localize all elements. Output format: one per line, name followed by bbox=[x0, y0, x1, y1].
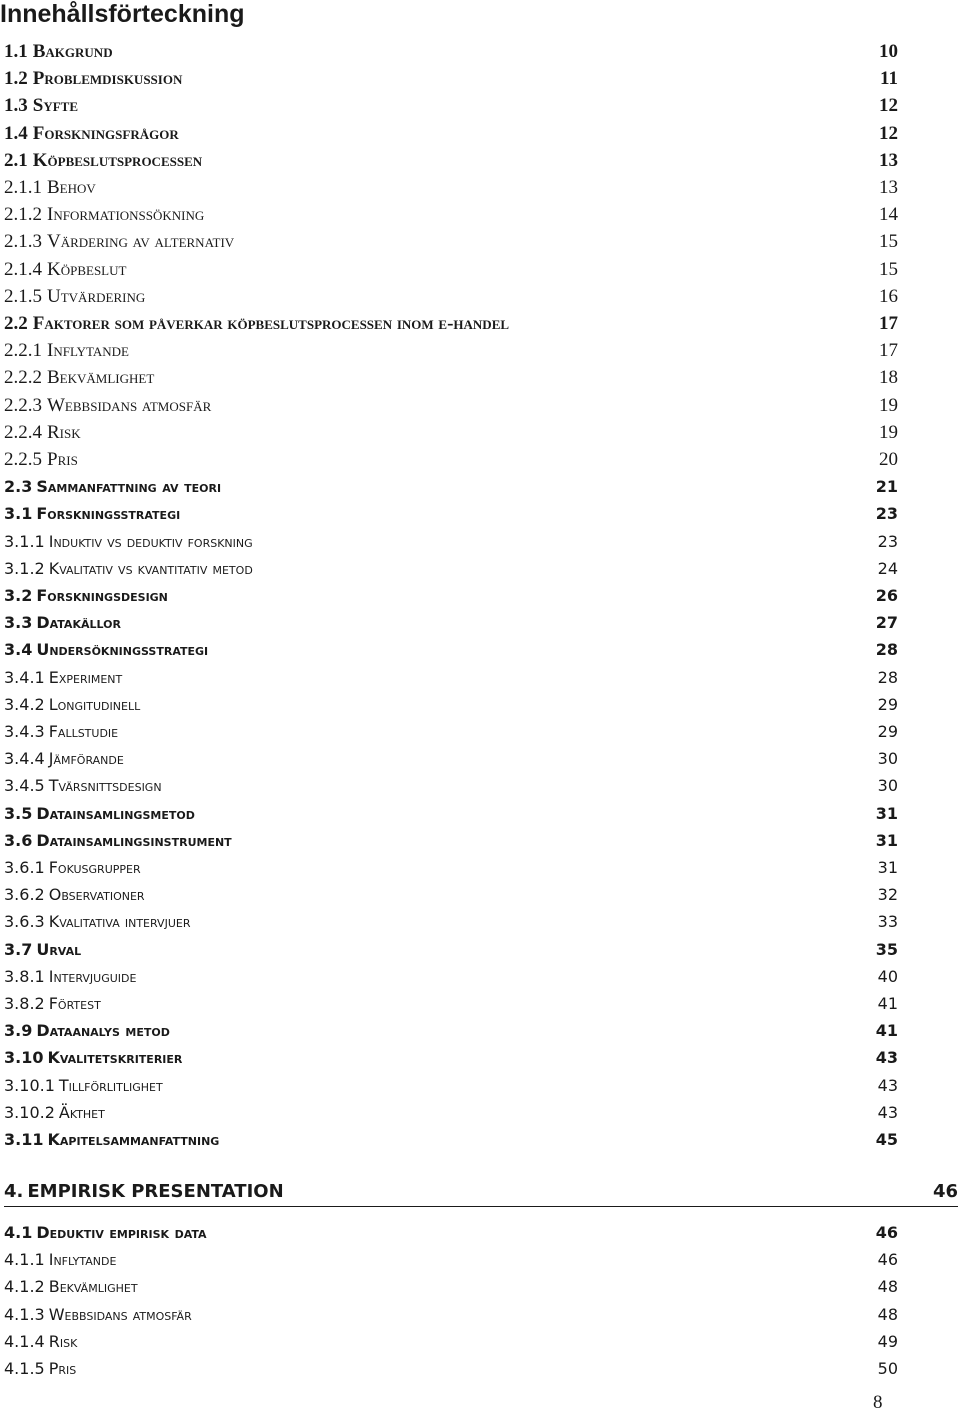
toc-entry-label: Bakgrund bbox=[32, 41, 113, 62]
toc-entry-page: 41 bbox=[875, 1021, 898, 1041]
toc-entry-page: 20 bbox=[879, 449, 898, 470]
toc-entry[interactable] bbox=[4, 1355, 898, 1382]
toc-entry-number: 4.1 bbox=[4, 1223, 33, 1242]
toc-entry-number: 3.1.1 bbox=[4, 531, 45, 551]
toc-entry-label: Kvalitativ vs kvantitativ metod bbox=[48, 558, 253, 578]
toc-entry-label: Utvärdering bbox=[47, 285, 146, 307]
toc-entry-page: 19 bbox=[879, 421, 898, 443]
toc-entry-number: 3.1.2 bbox=[4, 558, 45, 578]
toc-entry-number: 3.7 bbox=[4, 939, 33, 959]
toc-entry[interactable] bbox=[4, 528, 898, 555]
toc-entry-number: 3.6.3 bbox=[4, 912, 45, 932]
toc-entry-label: Longitudinell bbox=[48, 694, 141, 714]
toc-entry[interactable] bbox=[4, 1099, 898, 1126]
toc-entry-number: 3.1 bbox=[4, 504, 33, 524]
toc-entry[interactable] bbox=[4, 1072, 898, 1099]
toc-entry-number: 4.1.4 bbox=[4, 1331, 45, 1351]
toc-entry-number: 3.4.3 bbox=[4, 722, 45, 741]
toc-entry-number: 2.1 bbox=[4, 149, 28, 171]
toc-entry-label: Värdering av alternativ bbox=[47, 231, 235, 253]
toc-entry-page: 35 bbox=[875, 939, 898, 959]
toc-entry-label: Datainsamlingsinstrument bbox=[36, 830, 232, 850]
toc-entry[interactable] bbox=[4, 310, 898, 337]
toc-entry[interactable] bbox=[4, 283, 898, 310]
toc-entry[interactable] bbox=[4, 1126, 898, 1153]
toc-entry-number: 4.1.5 bbox=[4, 1359, 45, 1378]
toc-entry[interactable] bbox=[4, 1246, 898, 1273]
toc-entry-page: 15 bbox=[879, 231, 898, 253]
toc-entry-number: 2.1.1 bbox=[4, 177, 42, 198]
toc-entry-number: 3.10.2 bbox=[4, 1102, 55, 1122]
toc-entry-label: Observationer bbox=[48, 885, 145, 905]
toc-entry-label: Förtest bbox=[48, 994, 101, 1013]
toc-entry-number: 2.2.1 bbox=[4, 340, 42, 362]
toc-entry[interactable] bbox=[4, 120, 898, 147]
toc-entry-label: Pris bbox=[48, 1359, 77, 1378]
toc-entry-page: 30 bbox=[877, 776, 898, 796]
toc-entry-number: 1.4 bbox=[4, 122, 28, 144]
toc-entry-page: 12 bbox=[879, 122, 898, 144]
toc-entry-page: 46 bbox=[877, 1250, 898, 1270]
toc-entry-label: Intervjuguide bbox=[48, 966, 137, 986]
toc-entry-page: 15 bbox=[879, 258, 898, 280]
toc-entry-number: 2.2.3 bbox=[4, 394, 42, 416]
toc-entry-number: 3.11 bbox=[4, 1130, 44, 1149]
toc-entry-page: 46 bbox=[932, 1181, 958, 1202]
toc-entry[interactable] bbox=[4, 1178, 958, 1207]
toc-entry-number: 2.1.3 bbox=[4, 231, 42, 253]
toc-entry-page: 23 bbox=[877, 531, 898, 551]
toc-entry-number: 3.9 bbox=[4, 1021, 33, 1041]
toc-entry-page: 17 bbox=[879, 340, 898, 362]
toc-entry[interactable] bbox=[4, 963, 898, 990]
toc-entry-page: 49 bbox=[877, 1331, 898, 1351]
toc-entry-label: Webbsidans atmosfär bbox=[47, 394, 212, 416]
toc-entry[interactable] bbox=[4, 691, 898, 718]
toc-entry-number: 3.4.2 bbox=[4, 694, 45, 714]
toc-entry-label: Sammanfattning av teori bbox=[36, 477, 222, 497]
toc-entry-number: 2.2.5 bbox=[4, 449, 42, 470]
toc-entry[interactable] bbox=[4, 1044, 898, 1071]
toc-entry-label: Behov bbox=[47, 177, 96, 198]
toc-entry-page: 14 bbox=[879, 204, 898, 226]
toc-entry-number: 3.8.2 bbox=[4, 994, 45, 1013]
toc-entry-number: 4.1.3 bbox=[4, 1304, 45, 1324]
toc-entry-page: 31 bbox=[875, 803, 898, 823]
toc-entry-number: 3.6 bbox=[4, 830, 33, 850]
toc-entry-label: Risk bbox=[47, 421, 81, 443]
toc-entry[interactable] bbox=[4, 1017, 898, 1044]
toc-entry[interactable] bbox=[4, 500, 898, 527]
toc-entry-page: 32 bbox=[877, 885, 898, 905]
toc-entry-number: 2.2.4 bbox=[4, 421, 42, 443]
toc-entry[interactable] bbox=[4, 446, 898, 473]
toc-entry-label: Dataanalys metod bbox=[36, 1021, 170, 1041]
toc-entry-number: 4.1.2 bbox=[4, 1277, 45, 1297]
toc-entry-label: Syfte bbox=[32, 95, 78, 117]
toc-entry-page: 21 bbox=[875, 477, 898, 497]
toc-entry-page: 50 bbox=[877, 1359, 898, 1378]
toc-entry[interactable] bbox=[4, 664, 898, 691]
toc-entry[interactable] bbox=[4, 92, 898, 119]
toc-entry-label: Fokusgrupper bbox=[48, 858, 141, 877]
toc-entry[interactable] bbox=[4, 1219, 898, 1246]
toc-entry-number: 3.10.1 bbox=[4, 1075, 55, 1095]
toc-entry-page: 41 bbox=[877, 994, 898, 1013]
toc-entry-page: 48 bbox=[877, 1277, 898, 1297]
toc-entry-label: Problemdiskussion bbox=[32, 68, 183, 90]
toc-entry-number: 1.2 bbox=[4, 68, 28, 90]
toc-entry-page: 11 bbox=[880, 68, 898, 90]
toc-entry-page: 12 bbox=[879, 95, 898, 117]
toc-entry-page: 13 bbox=[879, 149, 898, 171]
toc-entry[interactable] bbox=[4, 256, 898, 283]
toc-entry[interactable] bbox=[4, 908, 898, 935]
toc-entry[interactable] bbox=[4, 827, 898, 854]
toc-entry-number: 3.4.5 bbox=[4, 776, 45, 796]
toc-entry[interactable] bbox=[4, 337, 898, 364]
toc-entry[interactable] bbox=[4, 582, 898, 609]
toc-entry-label: Tvärsnittsdesign bbox=[48, 776, 162, 796]
toc-entry-page: 40 bbox=[877, 966, 898, 986]
toc-entry-label: Pris bbox=[47, 449, 78, 470]
toc-entry[interactable] bbox=[4, 936, 898, 963]
toc-entry-label: Forskningsfrågor bbox=[32, 122, 179, 144]
toc-entry-page: 29 bbox=[877, 722, 898, 741]
toc-entry-number: 3.4.4 bbox=[4, 749, 45, 769]
toc-entry-label: Bekvämlighet bbox=[47, 367, 155, 389]
toc-entry-label: Deduktiv empirisk data bbox=[36, 1223, 207, 1242]
toc-entry-page: 18 bbox=[879, 367, 898, 389]
toc-entry-number: 2.1.2 bbox=[4, 204, 42, 226]
toc-entry[interactable] bbox=[4, 555, 898, 582]
toc-entry-number: 3.3 bbox=[4, 613, 33, 633]
toc-entry-page: 16 bbox=[879, 285, 898, 307]
toc-entry[interactable] bbox=[4, 364, 898, 391]
toc-entry-page: 23 bbox=[875, 504, 898, 524]
toc-entry-number: 3.2 bbox=[4, 586, 33, 605]
toc-entry-label: Undersökningsstrategi bbox=[36, 640, 209, 660]
toc-entry-label: Urval bbox=[36, 939, 82, 959]
toc-entry-label: Webbsidans atmosfär bbox=[48, 1304, 192, 1324]
toc-entry-label: Faktorer som påverkar köpbeslutsprocessen inom e-handel bbox=[32, 313, 510, 334]
toc-entry-label: Kvalitativa intervjuer bbox=[48, 912, 191, 932]
toc-entry[interactable] bbox=[4, 65, 898, 92]
toc-entry[interactable] bbox=[4, 636, 898, 663]
toc-entry-label: Datainsamlingsmetod bbox=[36, 803, 195, 823]
toc-entry-label: Fallstudie bbox=[48, 722, 119, 741]
toc-entry-label: Jämförande bbox=[48, 749, 124, 769]
toc-entry-label: Kvalitetskriterier bbox=[47, 1048, 183, 1068]
toc-entry[interactable] bbox=[4, 1273, 898, 1300]
toc-entry-page: 17 bbox=[879, 313, 898, 334]
toc-entry[interactable] bbox=[4, 201, 898, 228]
toc-entry-page: 43 bbox=[875, 1048, 898, 1068]
toc-entry[interactable] bbox=[4, 881, 898, 908]
toc-entry-page: 30 bbox=[877, 749, 898, 769]
toc-entry-number: 3.4 bbox=[4, 640, 33, 660]
toc-entry[interactable] bbox=[4, 392, 898, 419]
toc-entry[interactable] bbox=[4, 419, 898, 446]
toc-entry-number: 3.10 bbox=[4, 1048, 44, 1068]
toc-entry-page: 13 bbox=[879, 177, 898, 198]
toc-entry-label: Induktiv vs deduktiv forskning bbox=[48, 531, 253, 551]
toc-entry[interactable] bbox=[4, 718, 898, 745]
toc-entry-label: Forskningsdesign bbox=[36, 586, 168, 605]
toc-entry[interactable] bbox=[4, 1328, 898, 1355]
toc-entry-number: 3.6.2 bbox=[4, 885, 45, 905]
toc-entry[interactable] bbox=[4, 609, 898, 636]
toc-entry-number: 2.2.2 bbox=[4, 367, 42, 389]
toc-entry[interactable] bbox=[4, 147, 898, 174]
toc-entry-number: 4.1.1 bbox=[4, 1250, 45, 1270]
toc-entry-label: Köpbeslut bbox=[47, 258, 127, 280]
toc-entry-page: 46 bbox=[875, 1223, 898, 1242]
toc-entry-label: Äkthet bbox=[58, 1102, 105, 1122]
toc-entry-page: 31 bbox=[875, 830, 898, 850]
toc-entry-label: Inflytande bbox=[47, 340, 129, 362]
toc-entry[interactable] bbox=[4, 854, 898, 881]
toc-entry-page: 28 bbox=[877, 667, 898, 687]
toc-entry-page: 27 bbox=[875, 613, 898, 633]
toc-entry-label: Kapitelsammanfattning bbox=[47, 1130, 220, 1149]
toc-entry-label: Risk bbox=[48, 1331, 78, 1351]
toc-entry-label: Informationssökning bbox=[47, 204, 205, 226]
toc-entry-page: 43 bbox=[877, 1102, 898, 1122]
toc-entry-number: 2.2 bbox=[4, 313, 28, 334]
toc-entry-number: 3.8.1 bbox=[4, 966, 45, 986]
toc-entry-number: 3.5 bbox=[4, 803, 33, 823]
toc-entry[interactable] bbox=[4, 800, 898, 827]
toc-entry-number: 1.1 bbox=[4, 41, 28, 62]
toc-entry-number: 3.6.1 bbox=[4, 858, 45, 877]
toc-entry[interactable] bbox=[4, 174, 898, 201]
toc-entry-number: 2.1.4 bbox=[4, 258, 42, 280]
toc-entry-page: 24 bbox=[877, 558, 898, 578]
toc-entry[interactable] bbox=[4, 228, 898, 255]
toc-entry-label: Experiment bbox=[48, 667, 123, 687]
toc-entry[interactable] bbox=[4, 745, 898, 772]
toc-entry-page: 19 bbox=[879, 394, 898, 416]
toc-entry-page: 29 bbox=[877, 694, 898, 714]
toc-entry[interactable] bbox=[4, 772, 898, 799]
toc-entry-label: Bekvämlighet bbox=[48, 1277, 138, 1297]
toc-entry-label: Datakällor bbox=[36, 613, 121, 633]
toc-entry-label: Tillförlitlighet bbox=[58, 1075, 163, 1095]
toc-entry-label: Köpbeslutsprocessen bbox=[32, 149, 203, 171]
toc-entry[interactable] bbox=[4, 990, 898, 1017]
toc-entry-number: 4. bbox=[4, 1181, 24, 1202]
toc-entry-page: 33 bbox=[877, 912, 898, 932]
toc-entry[interactable] bbox=[4, 1301, 898, 1328]
toc-entry-number: 1.3 bbox=[4, 95, 28, 117]
toc-entry[interactable] bbox=[4, 38, 898, 65]
toc-entry-page: 10 bbox=[879, 41, 898, 62]
toc-entry-label: Forskningsstrategi bbox=[36, 504, 181, 524]
page-title: Innehållsförteckning bbox=[0, 0, 245, 28]
toc-entry-label: Inflytande bbox=[48, 1250, 117, 1270]
toc-entry-number: 2.1.5 bbox=[4, 285, 42, 307]
toc-entry-page: 31 bbox=[877, 858, 898, 877]
toc-entry-number: 2.3 bbox=[4, 477, 33, 497]
toc-entry[interactable] bbox=[4, 473, 898, 500]
toc-entry-page: 26 bbox=[875, 586, 898, 605]
page-number: 8 bbox=[873, 1392, 883, 1413]
toc-entry-label: EMPIRISK PRESENTATION bbox=[27, 1181, 284, 1202]
toc-entry-page: 28 bbox=[875, 640, 898, 660]
toc-entry-page: 45 bbox=[875, 1130, 898, 1149]
toc-entry-page: 48 bbox=[877, 1304, 898, 1324]
toc-entry-number: 3.4.1 bbox=[4, 667, 45, 687]
toc-entry-page: 43 bbox=[877, 1075, 898, 1095]
